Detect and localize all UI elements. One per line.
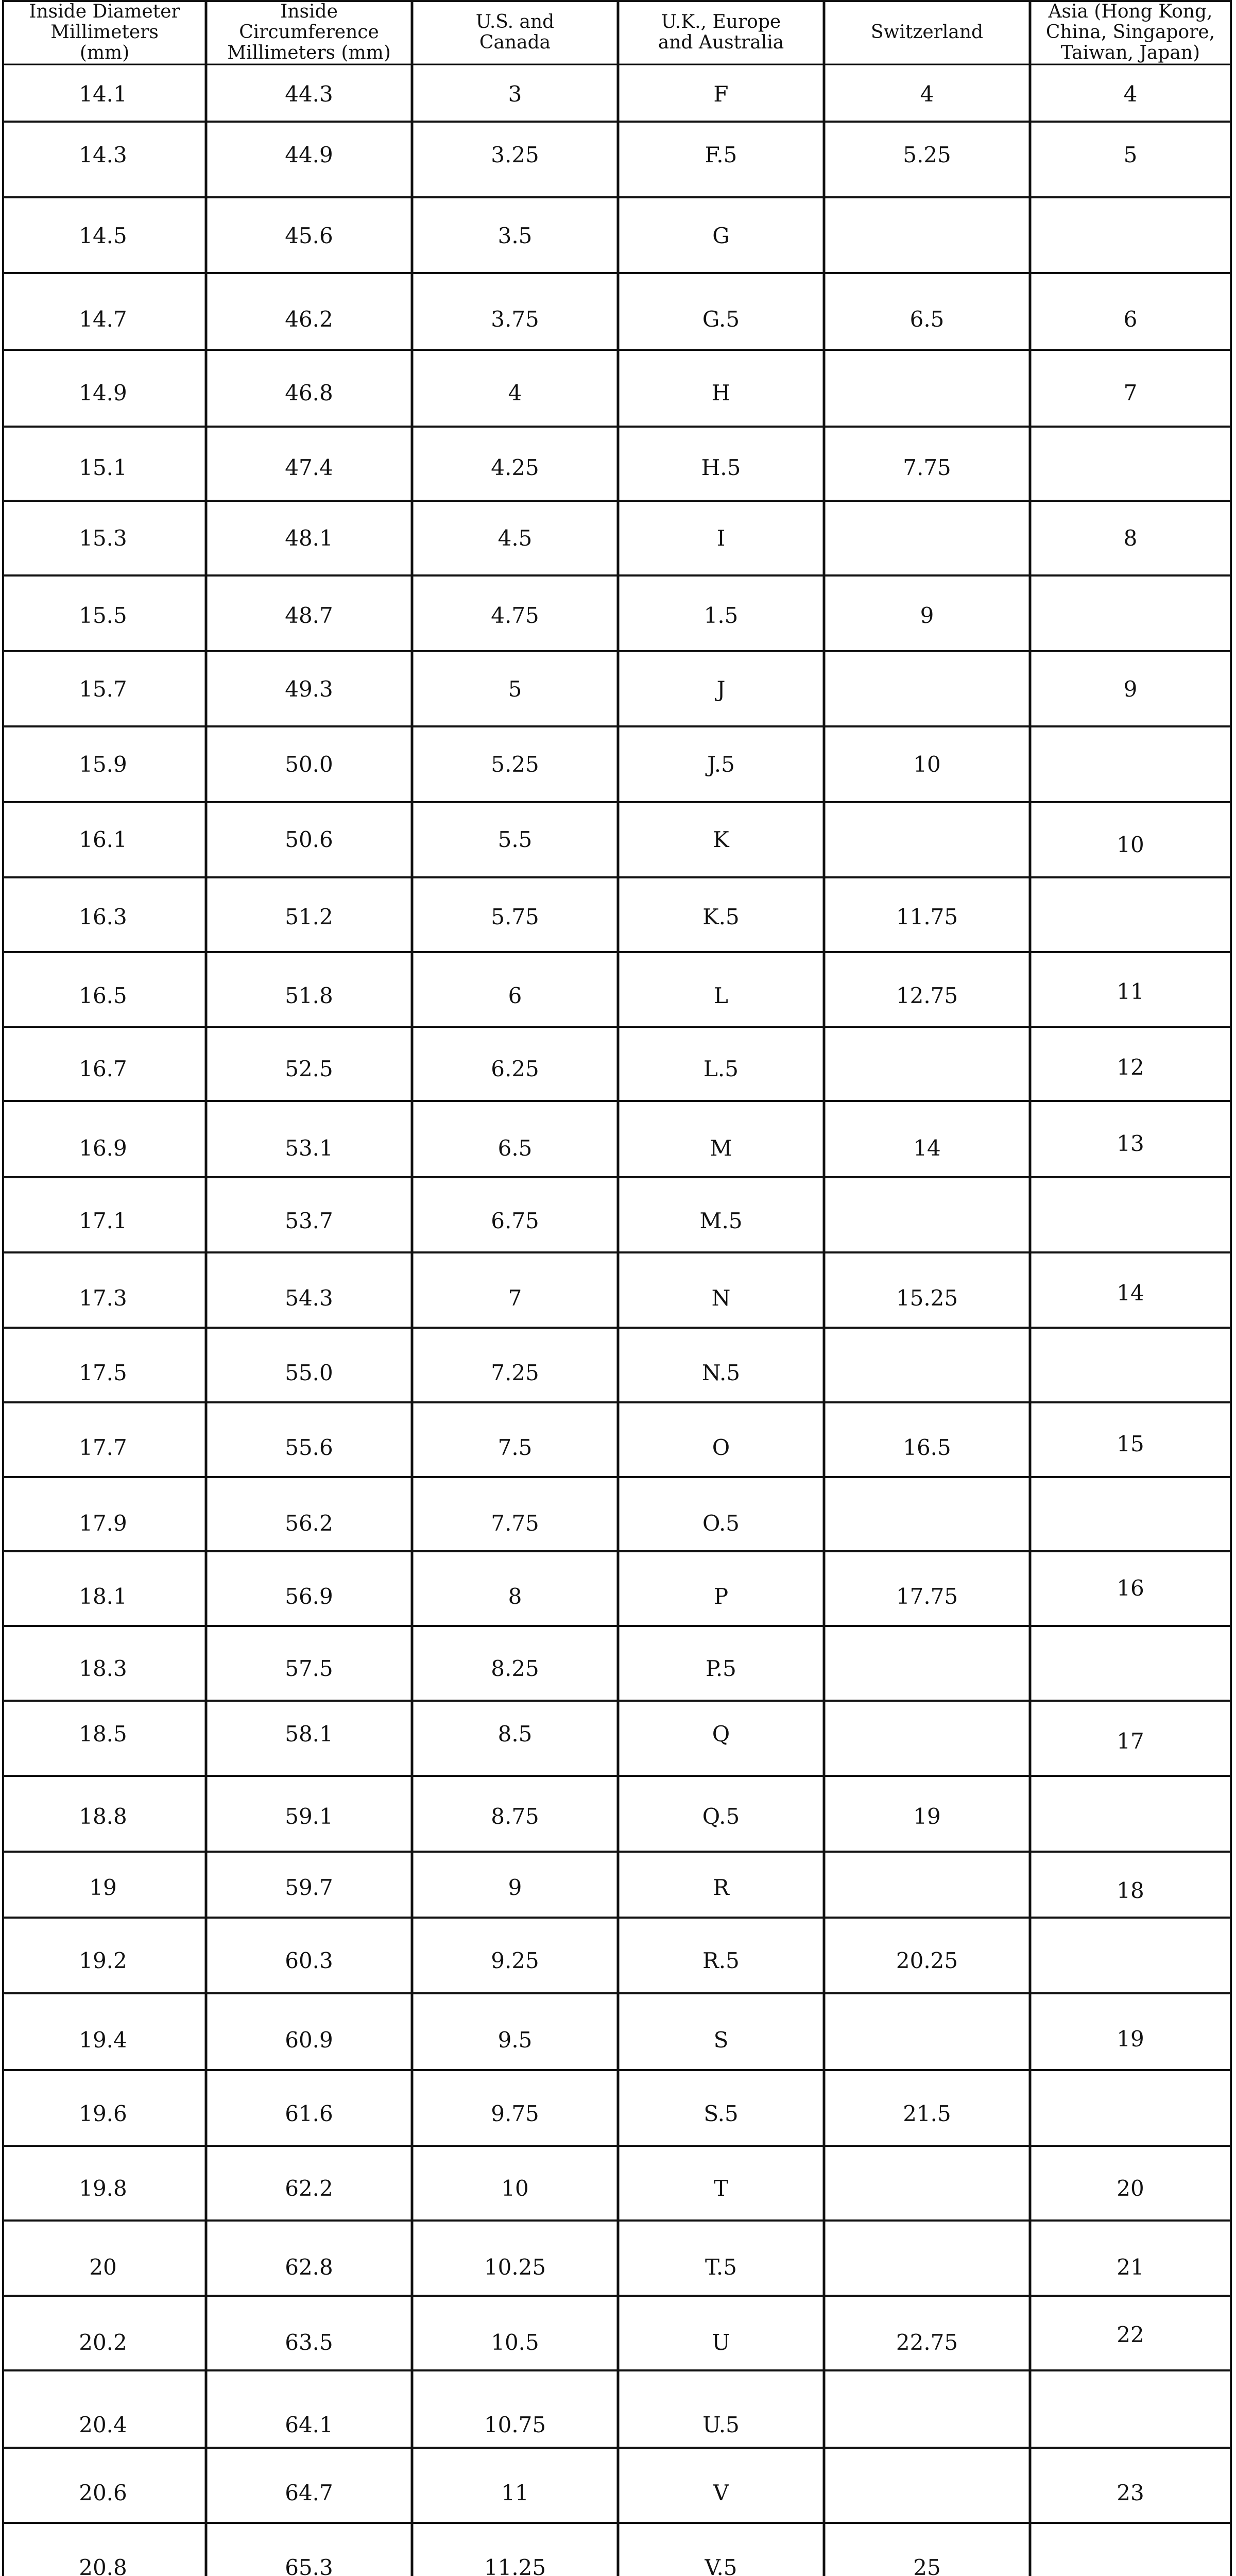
header-line: Circumference bbox=[239, 21, 379, 43]
cell-circumference-mm: 53.7 bbox=[285, 1208, 333, 1233]
header-us-canada bbox=[412, 0, 618, 64]
cell-circumference-mm: 58.1 bbox=[285, 1721, 333, 1747]
cell-switzerland: 19 bbox=[913, 1804, 941, 1829]
cell-uk-europe-australia: F bbox=[713, 81, 729, 107]
cell-diameter-mm: 18.3 bbox=[79, 1656, 127, 1681]
cell-circumference-mm: 57.5 bbox=[285, 1656, 333, 1681]
cell-uk-europe-australia: P bbox=[713, 1584, 729, 1609]
cell-us-canada: 3.5 bbox=[497, 223, 533, 248]
cell-diameter-mm: 17.7 bbox=[79, 1435, 127, 1460]
cell-us-canada: 10.5 bbox=[491, 2330, 539, 2355]
cell-diameter-mm: 18.8 bbox=[79, 1804, 127, 1829]
cell-diameter-mm: 16.7 bbox=[79, 1056, 127, 1081]
cell-diameter-mm: 20 bbox=[89, 2255, 117, 2280]
cell-uk-europe-australia: T bbox=[713, 2176, 729, 2201]
cell-uk-europe-australia: J bbox=[716, 676, 726, 702]
cell-us-canada: 10.75 bbox=[484, 2412, 546, 2437]
cell-uk-europe-australia: T.5 bbox=[705, 2255, 737, 2280]
cell-diameter-mm: 16.5 bbox=[79, 983, 127, 1008]
cell-us-canada: 11 bbox=[501, 2480, 529, 2505]
cell-diameter-mm: 15.3 bbox=[79, 526, 127, 551]
cell-uk-europe-australia: G.5 bbox=[702, 307, 740, 332]
cell-asia: 12 bbox=[1117, 1055, 1144, 1080]
cell-diameter-mm: 19.8 bbox=[79, 2176, 127, 2201]
cell-uk-europe-australia: N bbox=[711, 1285, 731, 1311]
cell-diameter-mm: 19.6 bbox=[79, 2101, 127, 2126]
cell-circumference-mm: 48.1 bbox=[285, 526, 333, 551]
cell-diameter-mm: 14.3 bbox=[79, 142, 127, 167]
cell-uk-europe-australia: F.5 bbox=[705, 142, 737, 167]
cell-us-canada: 8.25 bbox=[491, 1656, 539, 1681]
cell-diameter-mm: 15.7 bbox=[79, 676, 127, 702]
cell-diameter-mm: 15.1 bbox=[79, 455, 127, 480]
header-switzerland bbox=[824, 0, 1030, 64]
header-line: Millimeters (mm) bbox=[227, 42, 391, 63]
cell-uk-europe-australia: L.5 bbox=[703, 1056, 739, 1081]
header-diameter-mm bbox=[3, 0, 206, 64]
header-circumference-mm bbox=[206, 0, 412, 64]
cell-us-canada: 7 bbox=[508, 1285, 522, 1311]
cell-circumference-mm: 61.6 bbox=[285, 2101, 333, 2126]
cell-diameter-mm: 16.9 bbox=[79, 1136, 127, 1161]
cell-asia: 6 bbox=[1123, 307, 1138, 332]
cell-us-canada: 10.25 bbox=[484, 2255, 546, 2280]
cell-diameter-mm: 14.1 bbox=[79, 81, 127, 107]
cell-us-canada: 8 bbox=[508, 1584, 522, 1609]
cell-us-canada: 4.5 bbox=[497, 526, 533, 551]
cell-uk-europe-australia: H.5 bbox=[701, 455, 741, 480]
cell-circumference-mm: 50.0 bbox=[285, 752, 333, 777]
cell-asia: 23 bbox=[1117, 2480, 1144, 2505]
cell-asia: 18 bbox=[1117, 1878, 1144, 1903]
cell-uk-europe-australia: L bbox=[714, 983, 728, 1008]
cell-circumference-mm: 50.6 bbox=[285, 827, 333, 852]
cell-circumference-mm: 46.2 bbox=[285, 307, 333, 332]
cell-us-canada: 5.25 bbox=[491, 752, 539, 777]
cell-circumference-mm: 59.1 bbox=[285, 1804, 333, 1829]
cell-us-canada: 4 bbox=[508, 380, 522, 405]
cell-asia: 16 bbox=[1117, 1575, 1144, 1601]
cell-diameter-mm: 14.5 bbox=[79, 223, 127, 248]
cell-us-canada: 6 bbox=[508, 983, 522, 1008]
cell-uk-europe-australia: G bbox=[712, 223, 730, 248]
cell-diameter-mm: 14.9 bbox=[79, 380, 127, 405]
cell-circumference-mm: 64.1 bbox=[285, 2412, 333, 2437]
cell-uk-europe-australia: U.5 bbox=[702, 2412, 740, 2437]
cell-circumference-mm: 48.7 bbox=[285, 603, 333, 628]
cell-asia: 14 bbox=[1117, 1280, 1144, 1306]
cell-asia: 20 bbox=[1117, 2176, 1144, 2201]
cell-circumference-mm: 55.6 bbox=[285, 1435, 333, 1460]
cell-circumference-mm: 49.3 bbox=[285, 676, 333, 702]
cell-us-canada: 6.5 bbox=[497, 1136, 533, 1161]
cell-diameter-mm: 16.3 bbox=[79, 904, 127, 929]
cell-diameter-mm: 19 bbox=[89, 1875, 117, 1900]
cell-circumference-mm: 60.9 bbox=[285, 2027, 333, 2053]
cell-us-canada: 7.75 bbox=[491, 1511, 539, 1536]
cell-uk-europe-australia: S.5 bbox=[703, 2101, 739, 2126]
cell-switzerland: 22.75 bbox=[896, 2330, 958, 2355]
cell-asia: 13 bbox=[1117, 1131, 1144, 1156]
cell-us-canada: 4.25 bbox=[491, 455, 539, 480]
cell-asia: 9 bbox=[1123, 676, 1138, 702]
cell-us-canada: 5 bbox=[508, 676, 522, 702]
cell-switzerland: 14 bbox=[913, 1136, 941, 1161]
cell-diameter-mm: 15.9 bbox=[79, 752, 127, 777]
cell-us-canada: 5.5 bbox=[497, 827, 533, 852]
cell-circumference-mm: 63.5 bbox=[285, 2330, 333, 2355]
cell-circumference-mm: 52.5 bbox=[285, 1056, 333, 1081]
cell-asia: 15 bbox=[1117, 1431, 1144, 1456]
cell-diameter-mm: 20.4 bbox=[79, 2412, 127, 2437]
cell-uk-europe-australia: O bbox=[712, 1435, 730, 1460]
cell-circumference-mm: 46.8 bbox=[285, 380, 333, 405]
cell-diameter-mm: 19.4 bbox=[79, 2027, 127, 2053]
header-uk-europe-australia bbox=[618, 0, 824, 64]
cell-us-canada: 8.5 bbox=[497, 1721, 533, 1747]
cell-uk-europe-australia: K.5 bbox=[702, 904, 740, 929]
header-line: (mm) bbox=[79, 42, 130, 63]
cell-switzerland: 17.75 bbox=[896, 1584, 958, 1609]
cell-circumference-mm: 51.8 bbox=[285, 983, 333, 1008]
cell-diameter-mm: 18.1 bbox=[79, 1584, 127, 1609]
cell-diameter-mm: 17.3 bbox=[79, 1285, 127, 1311]
cell-uk-europe-australia: H bbox=[711, 380, 731, 405]
cell-circumference-mm: 47.4 bbox=[285, 455, 333, 480]
cell-asia: 11 bbox=[1117, 979, 1144, 1004]
cell-circumference-mm: 54.3 bbox=[285, 1285, 333, 1311]
cell-diameter-mm: 19.2 bbox=[79, 1948, 127, 1973]
cell-diameter-mm: 17.1 bbox=[79, 1208, 127, 1233]
cell-circumference-mm: 64.7 bbox=[285, 2480, 333, 2505]
cell-us-canada: 9.25 bbox=[491, 1948, 539, 1973]
cell-diameter-mm: 20.8 bbox=[79, 2555, 127, 2576]
cell-us-canada: 5.75 bbox=[491, 904, 539, 929]
cell-uk-europe-australia: K bbox=[713, 827, 729, 852]
cell-asia: 19 bbox=[1117, 2026, 1144, 2052]
cell-us-canada: 3 bbox=[508, 81, 522, 107]
cell-switzerland: 16.5 bbox=[903, 1435, 951, 1460]
header-line: Inside bbox=[280, 1, 338, 22]
cell-asia: 4 bbox=[1123, 81, 1138, 107]
cell-circumference-mm: 59.7 bbox=[285, 1875, 333, 1900]
cell-uk-europe-australia: S bbox=[713, 2027, 729, 2053]
cell-uk-europe-australia: R.5 bbox=[702, 1948, 740, 1973]
cell-us-canada: 7.5 bbox=[497, 1435, 533, 1460]
cell-us-canada: 8.75 bbox=[491, 1804, 539, 1829]
cell-asia: 21 bbox=[1117, 2255, 1144, 2280]
cell-circumference-mm: 53.1 bbox=[285, 1136, 333, 1161]
cell-diameter-mm: 17.9 bbox=[79, 1511, 127, 1536]
cell-switzerland: 11.75 bbox=[896, 904, 958, 929]
cell-uk-europe-australia: M.5 bbox=[699, 1208, 743, 1233]
cell-switzerland: 12.75 bbox=[896, 983, 958, 1008]
cell-diameter-mm: 17.5 bbox=[79, 1360, 127, 1385]
cell-us-canada: 9.5 bbox=[497, 2027, 533, 2053]
cell-uk-europe-australia: P.5 bbox=[706, 1656, 736, 1681]
cell-diameter-mm: 18.5 bbox=[79, 1721, 127, 1747]
cell-circumference-mm: 51.2 bbox=[285, 904, 333, 929]
cell-switzerland: 4 bbox=[920, 81, 934, 107]
cell-circumference-mm: 62.8 bbox=[285, 2255, 333, 2280]
cell-circumference-mm: 60.3 bbox=[285, 1948, 333, 1973]
cell-circumference-mm: 44.3 bbox=[285, 81, 333, 107]
cell-us-canada: 4.75 bbox=[491, 603, 539, 628]
cell-uk-europe-australia: N.5 bbox=[701, 1360, 741, 1385]
cell-uk-europe-australia: M bbox=[710, 1136, 732, 1161]
header-line: Inside Diameter bbox=[29, 1, 180, 22]
cell-switzerland: 21.5 bbox=[903, 2101, 951, 2126]
cell-diameter-mm: 20.2 bbox=[79, 2330, 127, 2355]
cell-us-canada: 9.75 bbox=[491, 2101, 539, 2126]
cell-us-canada: 11.25 bbox=[484, 2555, 546, 2576]
cell-switzerland: 5.25 bbox=[903, 142, 951, 167]
cell-us-canada: 3.75 bbox=[491, 307, 539, 332]
cell-circumference-mm: 65.3 bbox=[285, 2555, 333, 2576]
cell-uk-europe-australia: 1.5 bbox=[703, 603, 739, 628]
cell-asia: 7 bbox=[1123, 380, 1138, 405]
cell-diameter-mm: 15.5 bbox=[79, 603, 127, 628]
cell-uk-europe-australia: Q bbox=[712, 1721, 730, 1747]
cell-us-canada: 7.25 bbox=[491, 1360, 539, 1385]
cell-us-canada: 9 bbox=[508, 1875, 522, 1900]
cell-us-canada: 6.75 bbox=[491, 1208, 539, 1233]
header-line: U.S. and bbox=[475, 11, 555, 32]
header-line: China, Singapore, bbox=[1045, 21, 1215, 43]
cell-circumference-mm: 56.9 bbox=[285, 1584, 333, 1609]
cell-uk-europe-australia: V bbox=[713, 2480, 729, 2505]
cell-uk-europe-australia: R bbox=[713, 1875, 729, 1900]
cell-asia: 22 bbox=[1117, 2322, 1144, 2347]
header-line: and Australia bbox=[658, 31, 784, 53]
cell-diameter-mm: 14.7 bbox=[79, 307, 127, 332]
cell-switzerland: 7.75 bbox=[903, 455, 951, 480]
cell-circumference-mm: 45.6 bbox=[285, 223, 333, 248]
cell-switzerland: 25 bbox=[913, 2555, 941, 2576]
cell-us-canada: 10 bbox=[501, 2176, 529, 2201]
cell-uk-europe-australia: I bbox=[716, 526, 726, 551]
cell-switzerland: 6.5 bbox=[909, 307, 945, 332]
header-asia bbox=[1030, 0, 1231, 64]
cell-uk-europe-australia: J.5 bbox=[707, 752, 735, 777]
cell-switzerland: 9 bbox=[920, 603, 934, 628]
cell-us-canada: 3.25 bbox=[491, 142, 539, 167]
cell-uk-europe-australia: U bbox=[712, 2330, 730, 2355]
cell-circumference-mm: 56.2 bbox=[285, 1511, 333, 1536]
cell-switzerland: 15.25 bbox=[896, 1285, 958, 1311]
cell-switzerland: 10 bbox=[913, 752, 941, 777]
cell-asia: 8 bbox=[1123, 526, 1138, 551]
cell-uk-europe-australia: Q.5 bbox=[702, 1804, 740, 1829]
cell-uk-europe-australia: V.5 bbox=[705, 2555, 737, 2576]
header-line: Switzerland bbox=[870, 21, 984, 43]
header-line: Millimeters bbox=[50, 21, 159, 43]
header-line: Taiwan, Japan) bbox=[1060, 42, 1200, 63]
cell-asia: 10 bbox=[1117, 832, 1144, 857]
cell-circumference-mm: 55.0 bbox=[285, 1360, 333, 1385]
cell-circumference-mm: 44.9 bbox=[285, 142, 333, 167]
header-line: Asia (Hong Kong, bbox=[1048, 1, 1213, 22]
header-line: Canada bbox=[479, 31, 551, 53]
cell-circumference-mm: 62.2 bbox=[285, 2176, 333, 2201]
cell-asia: 5 bbox=[1123, 142, 1138, 167]
cell-us-canada: 6.25 bbox=[491, 1056, 539, 1081]
cell-diameter-mm: 20.6 bbox=[79, 2480, 127, 2505]
cell-diameter-mm: 16.1 bbox=[79, 827, 127, 852]
cell-switzerland: 20.25 bbox=[896, 1948, 958, 1973]
cell-uk-europe-australia: O.5 bbox=[702, 1511, 740, 1536]
cell-asia: 17 bbox=[1117, 1728, 1144, 1754]
header-line: U.K., Europe bbox=[661, 11, 781, 32]
